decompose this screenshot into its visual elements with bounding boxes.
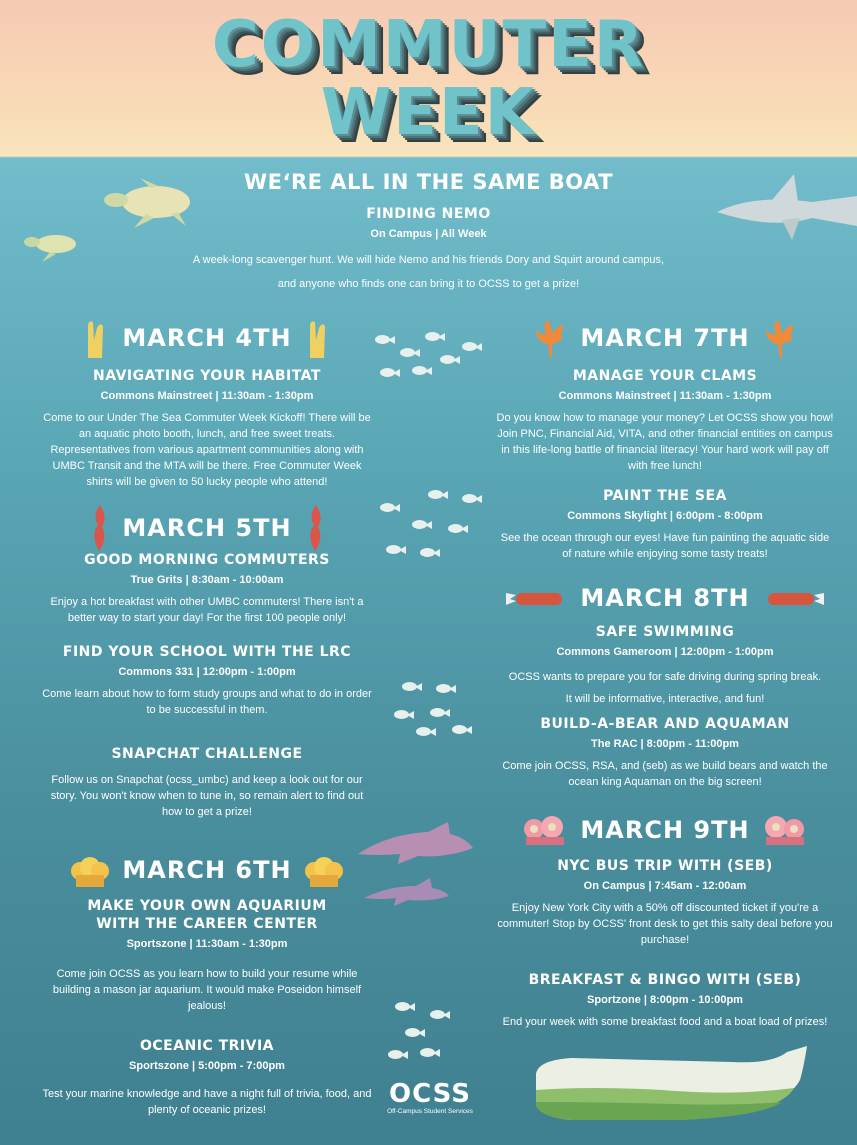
sea-turtle-small-icon — [22, 230, 84, 264]
date-march-9: MARCH 9TH — [580, 816, 750, 844]
date-march-7: MARCH 7TH — [580, 324, 750, 352]
event-meta: Sportzone | 8:00pm - 10:00pm — [587, 994, 743, 1006]
event-desc: See the ocean through our eyes! Have fun painting the aquatic side of nature while enjoying some tasty treats! — [500, 532, 830, 560]
yellow-anemone-icon — [304, 853, 344, 887]
event-title: PAINT THE SEA — [603, 488, 727, 504]
event-meta: Commons Gameroom | 12:00pm - 1:00pm — [556, 646, 774, 658]
event-title: BUILD-A-BEAR AND AQUAMAN — [540, 716, 790, 732]
event-title: OCEANIC TRIVIA — [139, 1038, 275, 1054]
event-desc: Come learn about how to form study groups and what to do in order to be successful in them. — [42, 688, 372, 716]
orange-coral-icon — [532, 318, 568, 358]
event-desc: Enjoy New York City with a 50% off discounted ticket if you're a commuter! Stop by OCSS' front desk to get this salty deal before you purchase! — [497, 902, 833, 946]
event-title: MANAGE YOUR CLAMS — [572, 368, 758, 384]
event-title: NYC BUS TRIP WITH (SEB) — [557, 858, 773, 874]
event-desc: Do you know how to manage your money? Let OCSS show you how! Join PNC, Financial Aid, VITA, and other financial entities on campus in this life-long battle of financial literacy! Your hard work will pay off with free lunch! — [496, 412, 834, 472]
event-desc: Come join OCSS, RSA, and (seb) as we build bears and watch the ocean king Aquaman on the big screen! — [502, 760, 828, 788]
event-desc-line1: OCSS wants to prepare you for safe driving during spring break. — [508, 671, 822, 683]
red-seaweed-icon — [304, 505, 326, 551]
event-title-line2: WITH THE CAREER CENTER — [96, 916, 318, 932]
intro-section — [150, 170, 707, 296]
date-march-5: MARCH 5TH — [122, 514, 292, 542]
dolphin-small-icon — [364, 876, 449, 906]
event-desc: End your week with some breakfast food and a boat load of prizes! — [502, 1016, 828, 1028]
dolphin-icon — [358, 820, 473, 864]
date-march-4: MARCH 4TH — [122, 324, 292, 352]
yellow-coral-icon — [304, 318, 332, 358]
date-march-8: MARCH 8TH — [580, 584, 750, 612]
event-title: NAVIGATING YOUR HABITAT — [93, 368, 321, 384]
event-title: FIND YOUR SCHOOL WITH THE LRC — [62, 644, 352, 660]
orange-coral-icon — [762, 318, 798, 358]
pink-anemone-icon — [762, 815, 808, 845]
day-march-4 — [42, 318, 372, 490]
day-march-5 — [42, 508, 372, 820]
event-meta: Commons 331 | 12:00pm - 1:00pm — [118, 666, 296, 678]
date-march-6: MARCH 6TH — [122, 856, 292, 884]
ocss-logo-subtitle: Off-Campus Student Services — [387, 1108, 473, 1115]
intro-event-title: FINDING NEMO — [366, 206, 491, 222]
red-seaweed-icon — [88, 505, 110, 551]
event-title-line1: MAKE YOUR OWN AQUARIUM — [87, 898, 327, 914]
title-commuter: COMMUTER — [211, 8, 646, 82]
ocss-logo — [382, 1080, 478, 1115]
event-meta: On Campus | 7:45am - 12:00am — [583, 880, 747, 892]
event-meta: Commons Mainstreet | 11:30am - 1:30pm — [558, 390, 772, 402]
event-meta: True Grits | 8:30am - 10:00am — [130, 574, 284, 586]
yellow-coral-icon — [82, 318, 110, 358]
day-march-7 — [495, 318, 835, 562]
day-march-6 — [42, 850, 372, 1118]
intro-desc-line1: A week-long scavenger hunt. We will hide Nemo and his friends Dory and Squirt around campus, — [192, 254, 665, 266]
event-desc: Enjoy a hot breakfast with other UMBC commuters! There isn't a better way to start your day! For the first 100 people only! — [50, 596, 364, 624]
event-meta: Commons Mainstreet | 11:30am - 1:30pm — [100, 390, 314, 402]
ocss-logo-text: OCSS — [389, 1079, 471, 1109]
event-desc: Come to our Under The Sea Commuter Week Kickoff! There will be an aquatic photo booth, lunch, and free sweet treats. Representatives from various apartment communities along with UMBC Transit and the MTA will be there. Free Commuter Week shirts will be given to 50 lucky people who attend! — [43, 412, 371, 488]
event-title: SAFE SWIMMING — [595, 624, 735, 640]
whale-icon — [532, 1044, 812, 1124]
yellow-anemone-icon — [70, 853, 110, 887]
event-meta: Sportszone | 11:30am - 1:30pm — [126, 938, 288, 950]
day-march-8 — [495, 578, 835, 790]
event-title: BREAKFAST & BINGO WITH (SEB) — [528, 972, 802, 988]
intro-event-meta: On Campus | All Week — [370, 228, 487, 240]
event-title: GOOD MORNING COMMUTERS — [84, 552, 330, 568]
event-meta: Commons Skylight | 6:00pm - 8:00pm — [567, 510, 763, 522]
day-march-9 — [495, 810, 835, 1030]
shark-icon — [712, 172, 857, 244]
event-desc: Come join OCSS as you learn how to build your resume while building a mason jar aquarium. It would make Poseidon himself jealous! — [52, 968, 362, 1012]
tagline: WE‘RE ALL IN THE SAME BOAT — [243, 170, 614, 194]
intro-desc-line2: and anyone who finds one can bring it to OCSS to get a prize! — [277, 278, 580, 290]
sea-cucumber-icon — [506, 587, 568, 609]
event-meta: The RAC | 8:00pm - 11:00pm — [591, 738, 739, 750]
event-title: SNAPCHAT CHALLENGE — [111, 746, 303, 762]
title-week: WEEK — [320, 76, 537, 150]
event-desc: Test your marine knowledge and have a night full of trivia, food, and plenty of oceanic prizes! — [42, 1088, 372, 1116]
pink-anemone-icon — [522, 815, 568, 845]
event-desc: Follow us on Snapchat (ocss_umbc) and keep a look out for our story. You won't know when to tune in, so remain alert to find out how to get a prize! — [50, 774, 364, 818]
event-meta: Sportszone | 5:00pm - 7:00pm — [129, 1060, 285, 1072]
event-desc-line2: It will be informative, interactive, and fun! — [565, 693, 765, 705]
sea-cucumber-icon — [762, 587, 824, 609]
